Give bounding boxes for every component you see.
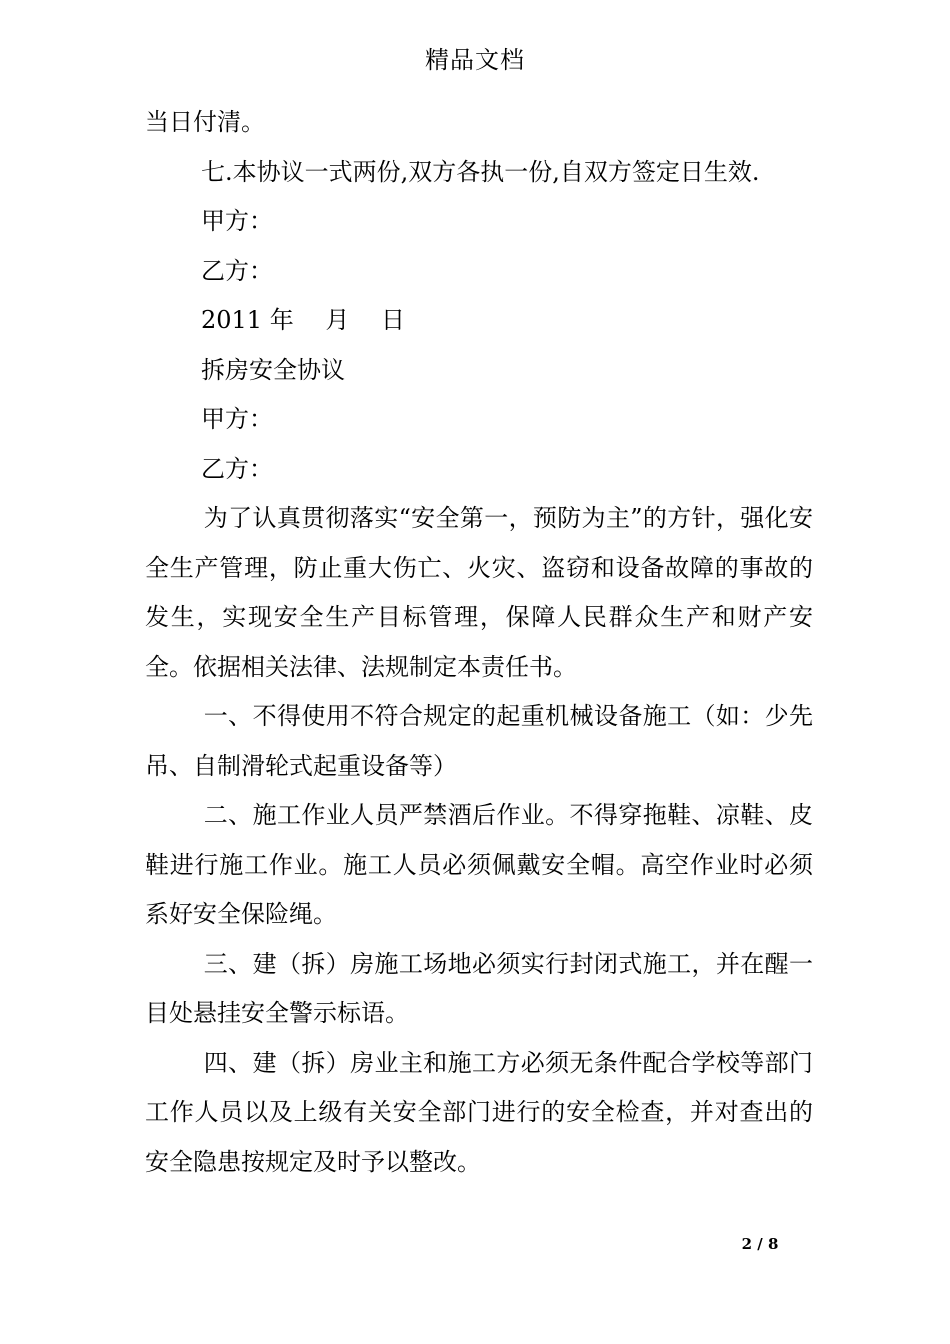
section-title: 拆房安全协议 bbox=[201, 355, 345, 384]
paragraph-item-four: 四、建（拆）房业主和施工方必须无条件配合学校等部门工作人员以及上级有关安全部门进行的安全检查，并对查出的安全隐患按规定及时予以整改。 bbox=[145, 1048, 813, 1176]
party-b-label-2: 乙方： bbox=[201, 454, 273, 483]
party-b-label: 乙方： bbox=[201, 256, 273, 285]
paragraph-clause-seven: 七.本协议一式两份,双方各执一份,自双方签定日生效. bbox=[201, 157, 760, 186]
paragraph-intro: 为了认真贯彻落实“安全第一，预防为主”的方针，强化安全生产管理，防止重大伤亡、火灾、盗窃和设备故障的事故的发生，实现安全生产目标管理，保障人民群众生产和财产安全。依据相关法律、法规制定本责任书。 bbox=[145, 504, 813, 681]
paragraph-item-one: 一、不得使用不符合规定的起重机械设备施工（如：少先吊、自制滑轮式起重设备等） bbox=[145, 702, 813, 780]
paragraph-payment: 当日付清。 bbox=[145, 108, 265, 136]
paragraph-item-two: 二、施工作业人员严禁酒后作业。不得穿拖鞋、凉鞋、皮鞋进行施工作业。施工人员必须佩戴安全帽。高空作业时必须系好安全保险绳。 bbox=[145, 801, 813, 928]
date-line: 2011 年 月 日 bbox=[201, 306, 405, 334]
paragraph-item-three: 三、建（拆）房施工场地必须实行封闭式施工，并在醒一目处悬挂安全警示标语。 bbox=[145, 949, 813, 1027]
page-header-title: 精品文档 bbox=[425, 46, 525, 74]
party-a-label-2: 甲方： bbox=[201, 405, 273, 433]
party-a-label: 甲方： bbox=[201, 207, 273, 235]
page-number: 2 / 8 bbox=[741, 1235, 779, 1253]
document-body bbox=[145, 98, 813, 1187]
